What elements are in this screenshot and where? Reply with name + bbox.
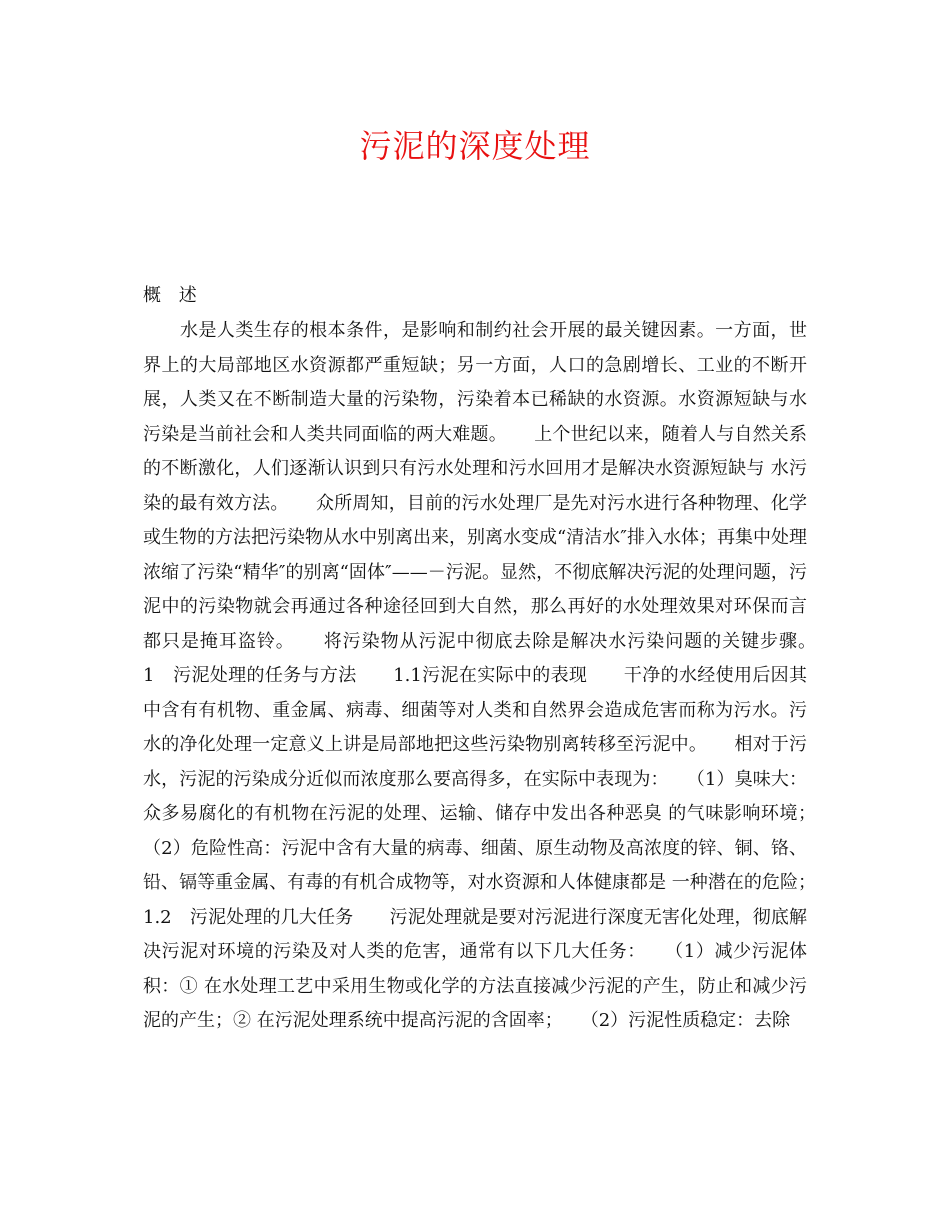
section-heading: 概 述 — [143, 285, 203, 306]
document-title: 污泥的深度处理 — [359, 127, 591, 165]
body-paragraph: 水是人类生存的根本条件，是影响和制约社会开展的最关键因素。一方面，世界上的大局部地区水资源都严重短缺；另一方面，人口的急剧增长、工业的不断开展，人类又在不断制造大量的污染物，污染着本已稀缺的水资源。水资源短缺与水 污染是当前社会和人类共同面临的两大难题。 上个世纪以来，随着人与自然关系的不断激化，人们逐渐认识到只有污水处理和污水回用才是解决水资源短缺与 水污染的最有效方法。 众所周知，目前的污水处理厂是先对污水进行各种物理、化学或生物的方法把污染物从水中别离出来，别离水变成“清洁水″排入水体；再集中处理浓缩了污染“精华″的别离“固体″——－污泥。显然，不彻底解决污泥的处理问题，污泥中的污染物就会再通过各种途径回到大自然，那么再好的水处理效果对环保而言都只是掩耳盗铃。 将污染物从污泥中彻底去除是解决水污染问题的关键步骤。 1 污泥处理的任务与方法 1.1污泥在实际中的表现 干净的水经使用后因其中含有有机物、重金属、病毒、细菌等对人类和自然界会造成危害而称为污水。污水的净化处理一定意义上讲是局部地把这些污染物别离转移至污泥中。 相对于污水，污泥的污染成分近似而浓度那么要高得多，在实际中表现为： （1）臭味大：众多易腐化的有机物在污泥的处理、运输、储存中发出各种恶臭 的气味影响环境； （2）危险性高：污泥中含有大量的病毒、细菌、原生动物及高浓度的锌、铜、铬、铅、镉等重金属、有毒的有机合成物等，对水资源和人体健康都是 一种潜在的危险； 1.2 污泥处理的几大任务 污泥处理就是要对污泥进行深度无害化处理，彻底解决污泥对环境的污染及对人类的危害，通常有以下几大任务： （1）减少污泥体积：① 在水处理工艺中采用生物或化学的方法直接减少污泥的产生，防止和减少污泥的产生；② 在污泥处理系统中提高污泥的含固率； （2）污泥性质稳定：去除 — [143, 320, 843, 1031]
